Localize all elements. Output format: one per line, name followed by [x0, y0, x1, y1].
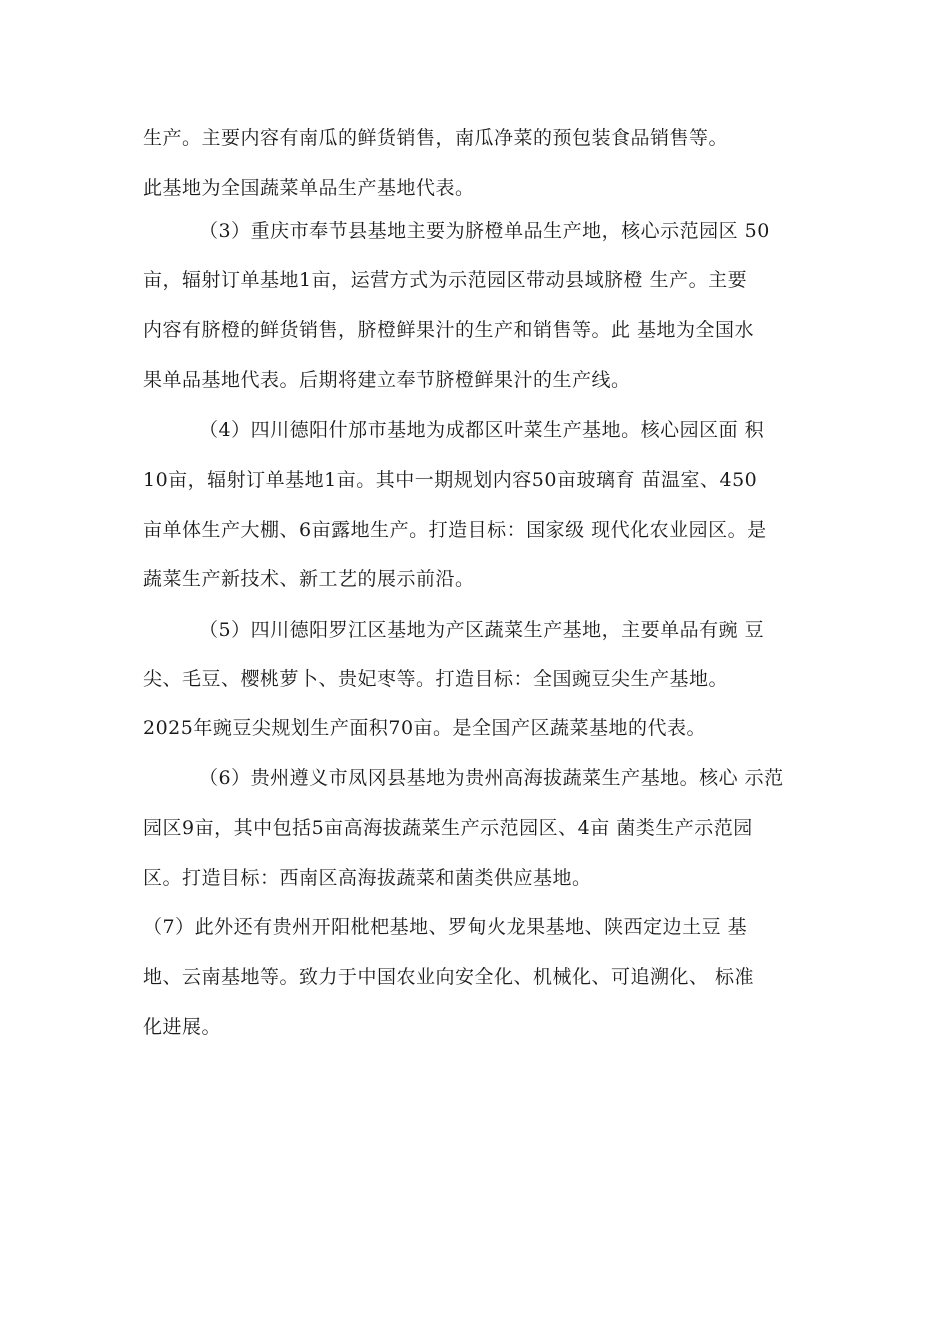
text-line: 2025年豌豆尖规划生产面积70亩。是全国产区蔬菜基地的代表。 — [143, 717, 707, 739]
text-line: 亩，辐射订单基地1亩，运营方式为示范园区带动县域脐橙 生产。主要 — [143, 269, 748, 291]
paragraph-7-line: （7）此外还有贵州开阳枇杷基地、罗甸火龙果基地、陕西定边土豆 基 — [143, 916, 748, 938]
paragraph-6-line: （6）贵州遵义市凤冈县基地为贵州高海拔蔬菜生产基地。核心 示范 — [199, 767, 784, 789]
text-line: 园区9亩，其中包括5亩高海拔蔬菜生产示范园区、4亩 菌类生产示范园 — [143, 817, 753, 839]
text-line: 此基地为全国蔬菜单品生产基地代表。 — [143, 177, 475, 199]
paragraph-5-line: （5）四川德阳罗江区基地为产区蔬菜生产基地，主要单品有豌 豆 — [199, 619, 765, 641]
text-line: 亩单体生产大棚、6亩露地生产。打造目标：国家级 现代化农业园区。是 — [143, 519, 767, 541]
paragraph-4-line: （4）四川德阳什邡市基地为成都区叶菜生产基地。核心园区面 积 — [199, 419, 765, 441]
text-line: 蔬菜生产新技术、新工艺的展示前沿。 — [143, 568, 475, 590]
text-line: 区。打造目标：西南区高海拔蔬菜和菌类供应基地。 — [143, 867, 592, 889]
paragraph-3-line: （3）重庆市奉节县基地主要为脐橙单品生产地，核心示范园区 50 — [199, 220, 770, 242]
text-line: 化进展。 — [143, 1016, 222, 1038]
text-line: 10亩，辐射订单基地1亩。其中一期规划内容50亩玻璃育 苗温室、450 — [143, 469, 758, 491]
text-line: 尖、毛豆、樱桃萝卜、贵妃枣等。打造目标：全国豌豆尖生产基地。 — [143, 668, 729, 690]
text-line: 生产。主要内容有南瓜的鲜货销售，南瓜净菜的预包装食品销售等。 — [143, 127, 729, 149]
text-line: 内容有脐橙的鲜货销售，脐橙鲜果汁的生产和销售等。此 基地为全国水 — [143, 319, 755, 341]
text-line: 果单品基地代表。后期将建立奉节脐橙鲜果汁的生产线。 — [143, 369, 631, 391]
text-line: 地、云南基地等。致力于中国农业向安全化、机械化、可追溯化、 标准 — [143, 966, 755, 988]
